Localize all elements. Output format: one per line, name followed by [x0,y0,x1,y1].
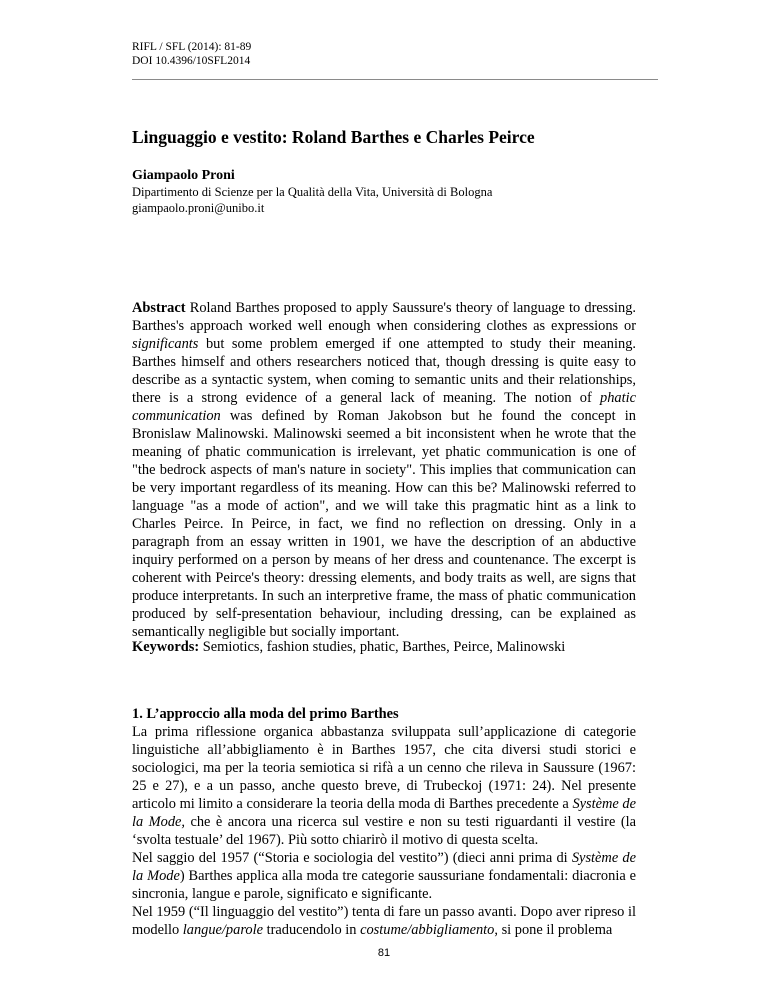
abstract [132,299,636,641]
section-heading: 1. L’approccio alla moda del primo Barthes [132,706,399,722]
body-text: traducendolo in [262,922,361,938]
abstract-label: Abstract [132,300,186,316]
body-text: Nel 1959 (“Il linguaggio del vestito”) tenta di fare un passo avanti. Dopo aver ripreso il modello [132,904,636,938]
running-header [132,40,251,68]
keywords [132,638,636,656]
body-paragraph [132,723,636,849]
body-text: ) Barthes applica alla moda tre categorie saussuriane fondamentali: diacronia e sincronia, langue e parole, significato e significante. [132,868,636,902]
article-title: Linguaggio e vestito: Roland Barthes e Charles Peirce [132,127,535,147]
body-text: Nel saggio del 1957 (“Storia e sociologia del vestito”) (dieci anni prima di [132,850,572,866]
abstract-text: Roland Barthes proposed to apply Saussure's theory of language to dressing. Barthes's approach worked well enough when considering clothes as expressions or [132,300,636,334]
body-text: , si pone il problema [494,922,613,938]
author-name: Giampaolo Proni [132,168,235,183]
abstract-text: but some problem emerged if one attempted to study their meaning. Barthes himself and others researchers noticed that, though dressing is quite easy to describe as a syntactic system, when coming to semantic units and their relationships, there is a strong evidence of a general lack of meaning. The notion of [132,336,636,406]
body-text: che è ancora una ricerca sul vestire e non su testi riguardanti il vestire (la ‘svolta testuale’ del 1967). Più sotto chiarirò il motivo di questa scelta. [132,814,636,848]
page-number: 81 [377,947,391,959]
section-1 [132,705,636,939]
body-italic: Système de la Mode, [132,796,637,830]
body-italic: langue/parole [182,922,263,938]
doi: DOI 10.4396/10SFL2014 [132,55,251,67]
journal-citation: RIFL / SFL (2014): 81-89 [132,41,252,53]
author-affiliation [132,184,492,216]
abstract-paragraph [132,299,636,641]
body-italic: Système de la Mode [132,850,636,884]
keywords-label: Keywords: [132,639,200,655]
abstract-italic: phatic communication [132,390,636,424]
header-rule [132,79,658,80]
body-text: La prima riflessione organica abbastanza sviluppata sull’applicazione di categorie linguistiche all’abbigliamento è in Barthes 1957, che cita diversi studi storici e sociologici, ma per la teoria semiotica si rifà a un cenno che rileva in Saussure (1967: 25 e 27), e a un passo, anche questo breve, di Trubeckoj (1971: 24). Nel presente articolo mi limito a considerare la teoria della moda di Barthes precedente a [132,724,636,812]
body-paragraph [132,849,636,903]
body-italic: costume/abbigliamento [360,922,495,938]
body-paragraph [132,903,636,939]
abstract-text: was defined by Roman Jakobson but he found the concept in Bronislaw Malinowski. Malinowski seemed a bit inconsistent when he wrote that the meaning of phatic communication is irrelevant, yet phatic communication is one of "the bedrock aspects of man's nature in society". This implies that communication can be very important regardless of its meaning. How can this be? Malinowski referred to language "as a mode of action", and we will take this pragmatic hint as a link to Charles Peirce. In Peirce, in fact, we find no reflection on dressing. Only in a paragraph from an essay written in 1901, we have the description of an abductive inquiry performed on a person by means of her dress and countenance. The excerpt is coherent with Peirce's theory: dressing elements, and body traits as well, are signs that produce interpretants. In such an interpretive frame, the mass of phatic communication produced by self-presentation behaviour, including dressing, can be explained as semantically negligible but socially important. [132,408,636,640]
keywords-text: Semiotics, fashion studies, phatic, Barthes, Peirce, Malinowski [199,639,566,655]
abstract-italic: significants [132,336,199,352]
keywords-line [132,638,636,656]
author-email: giampaolo.proni@unibo.it [132,201,265,215]
affiliation: Dipartimento di Scienze per la Qualità della Vita, Università di Bologna [132,185,493,199]
